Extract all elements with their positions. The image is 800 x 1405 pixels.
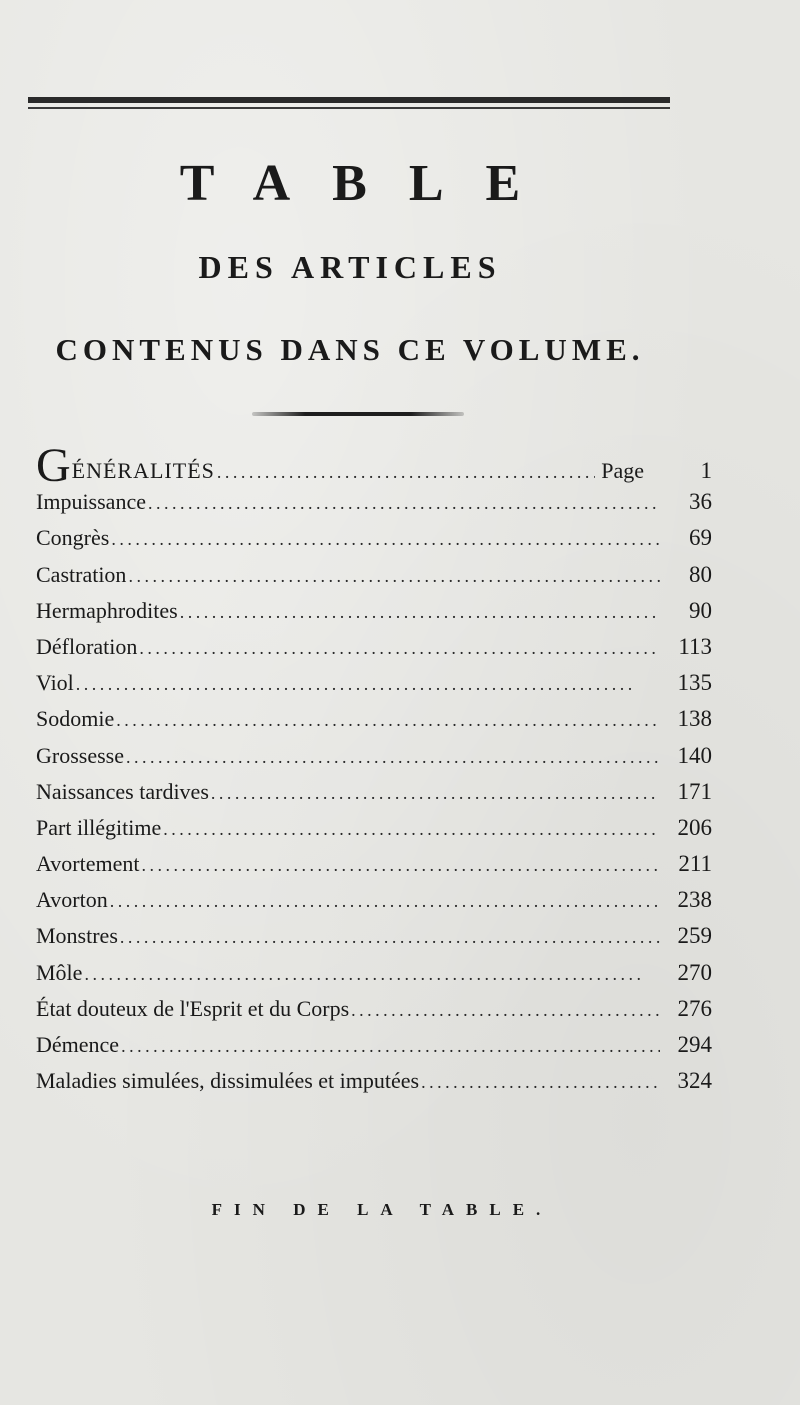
- page-subtitle-volume: CONTENUS DANS CE VOLUME.: [55, 332, 645, 367]
- toc-entry: [36, 955, 712, 991]
- page-subtitle-articles: DES ARTICLES: [198, 249, 502, 285]
- dot-leader: [139, 630, 660, 666]
- dot-leader: [110, 883, 660, 919]
- toc-page-number: 276: [677, 995, 712, 1021]
- dot-leader: [128, 558, 660, 594]
- toc-entry-label: Môle: [36, 959, 83, 985]
- dot-leader: [84, 956, 660, 992]
- end-of-table: FIN DE LA TABLE.: [211, 1200, 553, 1219]
- toc-page-number: 238: [677, 887, 712, 913]
- toc-entry: [36, 918, 712, 954]
- toc-entry-label: Congrès: [36, 525, 110, 551]
- toc-page-number: 138: [677, 706, 712, 732]
- toc-page-number: 113: [678, 633, 712, 659]
- toc-entry: [36, 738, 712, 774]
- dot-leader: [111, 521, 660, 557]
- toc-entry: [36, 484, 712, 520]
- toc-page-number: 324: [677, 1068, 712, 1094]
- page-title: TABLE: [179, 155, 563, 212]
- dot-leader: [211, 775, 660, 811]
- toc-entry: [36, 1027, 712, 1063]
- toc-entry: [36, 1063, 712, 1099]
- toc-entry: [36, 629, 712, 665]
- toc-page-number: 140: [677, 742, 712, 768]
- dot-leader: [421, 1064, 660, 1100]
- toc-entry: [36, 810, 712, 846]
- toc-entry-label: Naissances tardives: [36, 778, 209, 804]
- toc-entry-label: Avortement: [36, 851, 140, 877]
- toc-page-number: 1: [700, 458, 712, 483]
- toc-page-number: 171: [677, 778, 712, 804]
- toc-page-number: 206: [677, 814, 712, 840]
- toc-entry-label: Part illégitime: [36, 814, 162, 840]
- toc-page-number: 36: [689, 489, 712, 515]
- toc-entry-label: Castration: [36, 561, 127, 587]
- toc-page-number: 80: [689, 561, 712, 587]
- toc-entry-label-rest: ÉNÉRALITÉS: [71, 458, 215, 483]
- dot-leader: [351, 992, 660, 1028]
- toc-entry-label: Avorton: [36, 887, 108, 913]
- dot-leader: [148, 485, 660, 521]
- toc-entry: [36, 882, 712, 918]
- toc-entry: [36, 557, 712, 593]
- toc-entry-label: État douteux de l'Esprit et du Corps: [36, 995, 350, 1021]
- toc-page-number: 259: [677, 923, 712, 949]
- dot-leader: [116, 702, 660, 738]
- toc-entry-label: Défloration: [36, 633, 138, 659]
- dot-leader: [120, 919, 660, 955]
- ornamental-rule: [252, 412, 464, 416]
- top-double-rule: [28, 97, 670, 111]
- dot-leader: [180, 594, 660, 630]
- top-rule-thick-line: [28, 97, 670, 103]
- dot-leader: [141, 847, 660, 883]
- dot-leader: [163, 811, 660, 847]
- table-of-contents: [36, 439, 712, 1099]
- toc-entry: [36, 991, 712, 1027]
- toc-page-number: 69: [689, 525, 712, 551]
- toc-entry-label: [36, 439, 215, 492]
- toc-entry-label: Grossesse: [36, 742, 124, 768]
- toc-entry: [36, 593, 712, 629]
- toc-page-number: 270: [677, 959, 712, 985]
- toc-entry: [36, 846, 712, 882]
- toc-page-number: 294: [677, 1032, 712, 1057]
- top-rule-thin-line: [28, 107, 670, 109]
- toc-entry-label: Monstres: [36, 923, 118, 949]
- toc-entry: [36, 774, 712, 810]
- page-word: Page: [601, 458, 644, 483]
- toc-page-number: 211: [678, 851, 712, 877]
- toc-entry-label: Démence: [36, 1032, 120, 1057]
- toc-entry: [36, 520, 712, 556]
- toc-page-number: 90: [689, 597, 712, 623]
- toc-page-number: 135: [677, 670, 712, 696]
- dot-leader: [126, 739, 660, 775]
- dropcap-letter: G: [36, 439, 72, 492]
- toc-entry-label: Maladies simulées, dissimulées et imputées: [36, 1068, 420, 1094]
- toc-entry: [36, 665, 712, 701]
- toc-entry-label: Hermaphrodites: [36, 597, 178, 623]
- toc-entry-generalites: [36, 439, 712, 492]
- toc-entry-label: Sodomie: [36, 706, 115, 732]
- toc-entry-label: Impuissance: [36, 489, 146, 515]
- dot-leader: [76, 666, 660, 702]
- dot-leader: [121, 1028, 660, 1064]
- toc-entry-label: Viol: [36, 670, 74, 696]
- toc-entry: [36, 701, 712, 737]
